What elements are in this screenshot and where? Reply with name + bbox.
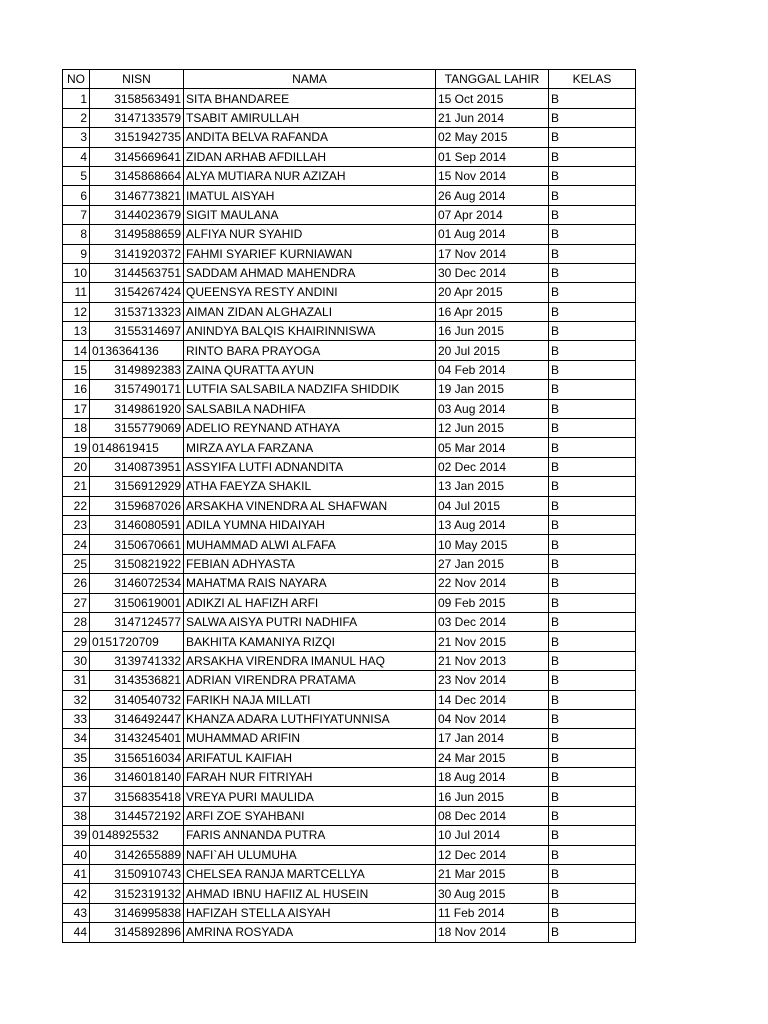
cell-kelas: B	[549, 787, 636, 806]
student-table	[62, 69, 636, 943]
cell-no: 15	[63, 360, 90, 379]
cell-kelas: B	[549, 128, 636, 147]
cell-nama: SITA BHANDAREE	[184, 89, 436, 108]
cell-tanggal-lahir: 14 Dec 2014	[436, 690, 549, 709]
cell-nama: TSABIT AMIRULLAH	[184, 108, 436, 127]
cell-nama: ARFI ZOE SYAHBANI	[184, 806, 436, 825]
cell-no: 35	[63, 748, 90, 767]
cell-nama: ZAINA QURATTA AYUN	[184, 360, 436, 379]
cell-nama: IMATUL AISYAH	[184, 186, 436, 205]
cell-nisn: 3150821922	[90, 554, 184, 573]
cell-kelas: B	[549, 554, 636, 573]
cell-nama: MUHAMMAD ARIFIN	[184, 729, 436, 748]
header-nisn: NISN	[90, 70, 184, 89]
table-row	[63, 535, 636, 554]
table-row	[63, 360, 636, 379]
cell-kelas: B	[549, 729, 636, 748]
cell-tanggal-lahir: 15 Nov 2014	[436, 166, 549, 185]
cell-kelas: B	[549, 612, 636, 631]
cell-nisn: 3143245401	[90, 729, 184, 748]
cell-kelas: B	[549, 632, 636, 651]
cell-nama: ADIKZI AL HAFIZH ARFI	[184, 593, 436, 612]
table-row	[63, 923, 636, 942]
cell-nama: ATHA FAEYZA SHAKIL	[184, 477, 436, 496]
cell-no: 4	[63, 147, 90, 166]
cell-no: 30	[63, 651, 90, 670]
cell-nisn: 3144572192	[90, 806, 184, 825]
table-row	[63, 806, 636, 825]
cell-kelas: B	[549, 477, 636, 496]
cell-nama: FARIS ANNANDA PUTRA	[184, 826, 436, 845]
cell-kelas: B	[549, 748, 636, 767]
cell-nisn: 3146995838	[90, 903, 184, 922]
cell-no: 10	[63, 263, 90, 282]
table-row	[63, 244, 636, 263]
cell-no: 6	[63, 186, 90, 205]
cell-no: 29	[63, 632, 90, 651]
cell-no: 26	[63, 574, 90, 593]
cell-kelas: B	[549, 826, 636, 845]
cell-kelas: B	[549, 457, 636, 476]
cell-no: 32	[63, 690, 90, 709]
cell-tanggal-lahir: 09 Feb 2015	[436, 593, 549, 612]
header-row	[63, 70, 636, 89]
cell-nama: ZIDAN ARHAB AFDILLAH	[184, 147, 436, 166]
cell-no: 28	[63, 612, 90, 631]
table-row	[63, 341, 636, 360]
cell-nama: SALSABILA NADHIFA	[184, 399, 436, 418]
cell-kelas: B	[549, 205, 636, 224]
table-row	[63, 632, 636, 651]
cell-nisn: 3149892383	[90, 360, 184, 379]
cell-no: 21	[63, 477, 90, 496]
cell-kelas: B	[549, 593, 636, 612]
header-no: NO	[63, 70, 90, 89]
cell-tanggal-lahir: 01 Aug 2014	[436, 225, 549, 244]
cell-no: 5	[63, 166, 90, 185]
cell-tanggal-lahir: 03 Aug 2014	[436, 399, 549, 418]
cell-nisn: 3153713323	[90, 302, 184, 321]
cell-tanggal-lahir: 02 Dec 2014	[436, 457, 549, 476]
cell-nisn: 3150910743	[90, 865, 184, 884]
cell-tanggal-lahir: 12 Jun 2015	[436, 419, 549, 438]
cell-kelas: B	[549, 671, 636, 690]
cell-kelas: B	[549, 244, 636, 263]
cell-nisn: 3150670661	[90, 535, 184, 554]
cell-tanggal-lahir: 20 Jul 2015	[436, 341, 549, 360]
cell-nisn: 0136364136	[90, 341, 184, 360]
table-row	[63, 690, 636, 709]
cell-nama: ADELIO REYNAND ATHAYA	[184, 419, 436, 438]
cell-no: 16	[63, 380, 90, 399]
cell-nisn: 3156516034	[90, 748, 184, 767]
table-row	[63, 787, 636, 806]
cell-nama: CHELSEA RANJA MARTCELLYA	[184, 865, 436, 884]
table-row	[63, 89, 636, 108]
cell-no: 8	[63, 225, 90, 244]
cell-nama: ALYA MUTIARA NUR AZIZAH	[184, 166, 436, 185]
cell-nisn: 3147133579	[90, 108, 184, 127]
cell-tanggal-lahir: 21 Mar 2015	[436, 865, 549, 884]
cell-nisn: 3151942735	[90, 128, 184, 147]
table-row	[63, 826, 636, 845]
cell-nama: FARIKH NAJA MILLATI	[184, 690, 436, 709]
cell-kelas: B	[549, 399, 636, 418]
cell-kelas: B	[549, 574, 636, 593]
cell-tanggal-lahir: 11 Feb 2014	[436, 903, 549, 922]
table-row	[63, 477, 636, 496]
cell-no: 20	[63, 457, 90, 476]
cell-kelas: B	[549, 341, 636, 360]
cell-kelas: B	[549, 302, 636, 321]
cell-nisn: 3158563491	[90, 89, 184, 108]
cell-nama: MIRZA AYLA FARZANA	[184, 438, 436, 457]
table-row	[63, 748, 636, 767]
table-row	[63, 593, 636, 612]
cell-nama: FEBIAN ADHYASTA	[184, 554, 436, 573]
cell-nama: BAKHITA KAMANIYA RIZQI	[184, 632, 436, 651]
cell-kelas: B	[549, 884, 636, 903]
cell-nisn: 3152319132	[90, 884, 184, 903]
cell-nisn: 0148619415	[90, 438, 184, 457]
table-row	[63, 709, 636, 728]
cell-no: 34	[63, 729, 90, 748]
cell-tanggal-lahir: 22 Nov 2014	[436, 574, 549, 593]
cell-tanggal-lahir: 18 Aug 2014	[436, 768, 549, 787]
cell-nisn: 3155779069	[90, 419, 184, 438]
cell-nama: ADILA YUMNA HIDAIYAH	[184, 515, 436, 534]
cell-no: 39	[63, 826, 90, 845]
cell-nama: HAFIZAH STELLA AISYAH	[184, 903, 436, 922]
cell-no: 33	[63, 709, 90, 728]
cell-nama: SIGIT MAULANA	[184, 205, 436, 224]
cell-tanggal-lahir: 15 Oct 2015	[436, 89, 549, 108]
cell-nisn: 3156912929	[90, 477, 184, 496]
table-row	[63, 399, 636, 418]
cell-nisn: 3146492447	[90, 709, 184, 728]
table-row	[63, 225, 636, 244]
cell-no: 2	[63, 108, 90, 127]
table-row	[63, 419, 636, 438]
cell-kelas: B	[549, 147, 636, 166]
cell-nisn: 3154267424	[90, 283, 184, 302]
cell-tanggal-lahir: 27 Jan 2015	[436, 554, 549, 573]
cell-nama: KHANZA ADARA LUTHFIYATUNNISA	[184, 709, 436, 728]
cell-nisn: 3139741332	[90, 651, 184, 670]
cell-tanggal-lahir: 10 Jul 2014	[436, 826, 549, 845]
table-row	[63, 845, 636, 864]
cell-no: 11	[63, 283, 90, 302]
cell-tanggal-lahir: 04 Jul 2015	[436, 496, 549, 515]
cell-kelas: B	[549, 360, 636, 379]
table-row	[63, 263, 636, 282]
cell-no: 17	[63, 399, 90, 418]
cell-nama: SADDAM AHMAD MAHENDRA	[184, 263, 436, 282]
cell-tanggal-lahir: 07 Apr 2014	[436, 205, 549, 224]
table-row	[63, 612, 636, 631]
cell-kelas: B	[549, 651, 636, 670]
cell-no: 42	[63, 884, 90, 903]
table-row	[63, 302, 636, 321]
cell-kelas: B	[549, 322, 636, 341]
cell-nisn: 3146773821	[90, 186, 184, 205]
cell-nisn: 3145892896	[90, 923, 184, 942]
cell-kelas: B	[549, 419, 636, 438]
cell-no: 18	[63, 419, 90, 438]
cell-tanggal-lahir: 24 Mar 2015	[436, 748, 549, 767]
table-row	[63, 186, 636, 205]
cell-nisn: 0148925532	[90, 826, 184, 845]
cell-nisn: 3144563751	[90, 263, 184, 282]
table-row	[63, 147, 636, 166]
cell-kelas: B	[549, 438, 636, 457]
table-row	[63, 865, 636, 884]
table-row	[63, 729, 636, 748]
cell-nisn: 3146072534	[90, 574, 184, 593]
cell-no: 43	[63, 903, 90, 922]
cell-no: 14	[63, 341, 90, 360]
cell-no: 9	[63, 244, 90, 263]
cell-no: 25	[63, 554, 90, 573]
table-row	[63, 380, 636, 399]
cell-tanggal-lahir: 21 Jun 2014	[436, 108, 549, 127]
cell-nisn: 3146080591	[90, 515, 184, 534]
cell-no: 24	[63, 535, 90, 554]
table-row	[63, 574, 636, 593]
cell-nisn: 3146018140	[90, 768, 184, 787]
cell-tanggal-lahir: 10 May 2015	[436, 535, 549, 554]
cell-kelas: B	[549, 496, 636, 515]
cell-tanggal-lahir: 26 Aug 2014	[436, 186, 549, 205]
cell-kelas: B	[549, 263, 636, 282]
cell-nama: FARAH NUR FITRIYAH	[184, 768, 436, 787]
cell-tanggal-lahir: 13 Aug 2014	[436, 515, 549, 534]
header-nama: NAMA	[184, 70, 436, 89]
cell-kelas: B	[549, 515, 636, 534]
cell-no: 22	[63, 496, 90, 515]
cell-tanggal-lahir: 08 Dec 2014	[436, 806, 549, 825]
cell-kelas: B	[549, 166, 636, 185]
cell-nisn: 3155314697	[90, 322, 184, 341]
cell-nisn: 3142655889	[90, 845, 184, 864]
table-row	[63, 903, 636, 922]
cell-tanggal-lahir: 02 May 2015	[436, 128, 549, 147]
cell-no: 12	[63, 302, 90, 321]
header-tanggal-lahir: TANGGAL LAHIR	[436, 70, 549, 89]
table-row	[63, 554, 636, 573]
cell-kelas: B	[549, 89, 636, 108]
cell-no: 31	[63, 671, 90, 690]
cell-kelas: B	[549, 923, 636, 942]
cell-no: 19	[63, 438, 90, 457]
cell-no: 27	[63, 593, 90, 612]
cell-kelas: B	[549, 806, 636, 825]
cell-nama: NAFI`AH ULUMUHA	[184, 845, 436, 864]
cell-nisn: 3150619001	[90, 593, 184, 612]
cell-kelas: B	[549, 903, 636, 922]
cell-kelas: B	[549, 709, 636, 728]
cell-kelas: B	[549, 845, 636, 864]
cell-nama: VREYA PURI MAULIDA	[184, 787, 436, 806]
cell-nama: QUEENSYA RESTY ANDINI	[184, 283, 436, 302]
cell-tanggal-lahir: 30 Aug 2015	[436, 884, 549, 903]
cell-tanggal-lahir: 30 Dec 2014	[436, 263, 549, 282]
cell-nisn: 3145868664	[90, 166, 184, 185]
cell-tanggal-lahir: 21 Nov 2013	[436, 651, 549, 670]
cell-nama: ANINDYA BALQIS KHAIRINNISWA	[184, 322, 436, 341]
table-row	[63, 108, 636, 127]
cell-nisn: 0151720709	[90, 632, 184, 651]
cell-tanggal-lahir: 21 Nov 2015	[436, 632, 549, 651]
cell-no: 40	[63, 845, 90, 864]
table-row	[63, 322, 636, 341]
cell-nama: ADRIAN VIRENDRA PRATAMA	[184, 671, 436, 690]
cell-no: 23	[63, 515, 90, 534]
table-row	[63, 884, 636, 903]
cell-tanggal-lahir: 16 Apr 2015	[436, 302, 549, 321]
cell-tanggal-lahir: 04 Feb 2014	[436, 360, 549, 379]
cell-nisn: 3143536821	[90, 671, 184, 690]
cell-kelas: B	[549, 865, 636, 884]
header-kelas: KELAS	[549, 70, 636, 89]
cell-no: 44	[63, 923, 90, 942]
cell-nisn: 3145669641	[90, 147, 184, 166]
table-row	[63, 166, 636, 185]
cell-nisn: 3149861920	[90, 399, 184, 418]
cell-tanggal-lahir: 20 Apr 2015	[436, 283, 549, 302]
cell-tanggal-lahir: 17 Nov 2014	[436, 244, 549, 263]
cell-no: 3	[63, 128, 90, 147]
table-row	[63, 128, 636, 147]
cell-nisn: 3149588659	[90, 225, 184, 244]
table-row	[63, 515, 636, 534]
cell-tanggal-lahir: 01 Sep 2014	[436, 147, 549, 166]
cell-no: 41	[63, 865, 90, 884]
cell-nisn: 3144023679	[90, 205, 184, 224]
cell-nisn: 3156835418	[90, 787, 184, 806]
cell-nama: MAHATMA RAIS NAYARA	[184, 574, 436, 593]
cell-tanggal-lahir: 23 Nov 2014	[436, 671, 549, 690]
cell-nama: MUHAMMAD ALWI ALFAFA	[184, 535, 436, 554]
cell-nama: ARSAKHA VIRENDRA IMANUL HAQ	[184, 651, 436, 670]
cell-tanggal-lahir: 16 Jun 2015	[436, 787, 549, 806]
cell-nama: FAHMI SYARIEF KURNIAWAN	[184, 244, 436, 263]
table-row	[63, 671, 636, 690]
cell-kelas: B	[549, 186, 636, 205]
cell-tanggal-lahir: 13 Jan 2015	[436, 477, 549, 496]
cell-nama: ARIFATUL KAIFIAH	[184, 748, 436, 767]
cell-tanggal-lahir: 04 Nov 2014	[436, 709, 549, 728]
cell-tanggal-lahir: 18 Nov 2014	[436, 923, 549, 942]
cell-kelas: B	[549, 108, 636, 127]
table-row	[63, 438, 636, 457]
cell-nisn: 3157490171	[90, 380, 184, 399]
cell-no: 13	[63, 322, 90, 341]
cell-tanggal-lahir: 17 Jan 2014	[436, 729, 549, 748]
cell-nisn: 3159687026	[90, 496, 184, 515]
cell-kelas: B	[549, 535, 636, 554]
cell-tanggal-lahir: 03 Dec 2014	[436, 612, 549, 631]
cell-kelas: B	[549, 690, 636, 709]
cell-nisn: 3140540732	[90, 690, 184, 709]
cell-tanggal-lahir: 16 Jun 2015	[436, 322, 549, 341]
cell-nama: ASSYIFA LUTFI ADNANDITA	[184, 457, 436, 476]
table-row	[63, 283, 636, 302]
cell-no: 1	[63, 89, 90, 108]
cell-nama: ANDITA BELVA RAFANDA	[184, 128, 436, 147]
table-row	[63, 205, 636, 224]
table-body	[63, 89, 636, 942]
cell-nama: ARSAKHA VINENDRA AL SHAFWAN	[184, 496, 436, 515]
cell-nama: AIMAN ZIDAN ALGHAZALI	[184, 302, 436, 321]
cell-nama: LUTFIA SALSABILA NADZIFA SHIDDIK	[184, 380, 436, 399]
cell-nisn: 3147124577	[90, 612, 184, 631]
cell-no: 7	[63, 205, 90, 224]
cell-nama: AMRINA ROSYADA	[184, 923, 436, 942]
cell-nama: SALWA AISYA PUTRI NADHIFA	[184, 612, 436, 631]
cell-no: 38	[63, 806, 90, 825]
cell-nisn: 3141920372	[90, 244, 184, 263]
table-row	[63, 768, 636, 787]
cell-no: 37	[63, 787, 90, 806]
cell-tanggal-lahir: 19 Jan 2015	[436, 380, 549, 399]
cell-no: 36	[63, 768, 90, 787]
table-row	[63, 496, 636, 515]
cell-kelas: B	[549, 225, 636, 244]
cell-nama: AHMAD IBNU HAFIIZ AL HUSEIN	[184, 884, 436, 903]
table-row	[63, 457, 636, 476]
cell-kelas: B	[549, 283, 636, 302]
cell-tanggal-lahir: 05 Mar 2014	[436, 438, 549, 457]
table-row	[63, 651, 636, 670]
cell-kelas: B	[549, 380, 636, 399]
cell-kelas: B	[549, 768, 636, 787]
cell-nama: RINTO BARA PRAYOGA	[184, 341, 436, 360]
cell-tanggal-lahir: 12 Dec 2014	[436, 845, 549, 864]
cell-nama: ALFIYA NUR SYAHID	[184, 225, 436, 244]
cell-nisn: 3140873951	[90, 457, 184, 476]
